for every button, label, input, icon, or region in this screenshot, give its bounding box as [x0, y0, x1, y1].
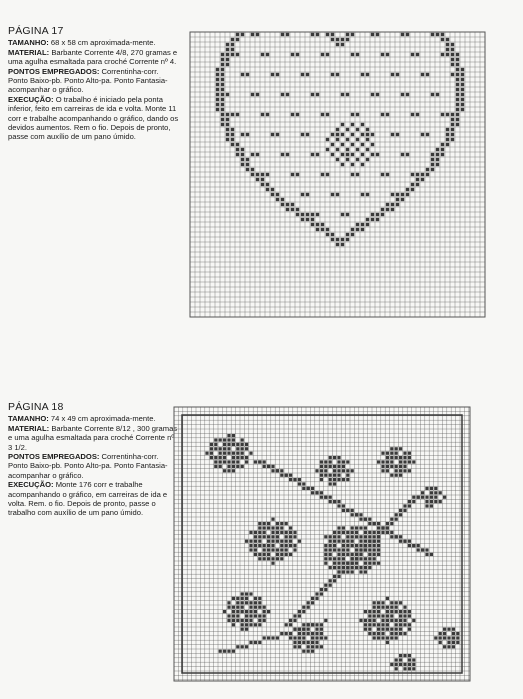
- heart-chart-svg: [188, 30, 488, 320]
- pattern-18-heading: PÁGINA 18: [8, 401, 64, 413]
- pattern-18-instructions: [8, 403, 180, 518]
- bleed-through-text: [360, 330, 510, 400]
- pattern-18-size: TAMANHO: 74 x 49 cm aproximada-mente.: [8, 414, 156, 424]
- pattern-17-size: TAMANHO: 68 x 58 cm aproximada-mente.: [8, 38, 156, 48]
- pattern-17-stitches: PONTOS EMPREGADOS: Correntinha-corr. Ponto Baixo-pb. Ponto Alto-pa. Ponto Fantasia-acompanhar o gráfico.: [8, 66, 168, 95]
- grid-lines: [174, 407, 470, 681]
- pattern-17-material: MATERIAL: Barbante Corrente 4/8, 270 gramas e uma agulha esmaltada para croché Corrente nº 4.: [8, 47, 178, 67]
- rose-chart-svg: [172, 405, 474, 685]
- pattern-18-material: MATERIAL: Barbante Corrente 8/12 , 300 gramas e uma agulha esmaltada para croché Corrente nº 3 1/2.: [8, 423, 178, 452]
- rose-crochet-chart: [172, 405, 474, 685]
- heart-crochet-chart: [188, 30, 488, 320]
- pattern-18-stitches: PONTOS EMPREGADOS: Correntinha-corr. Ponto Baixo-pb. Ponto Alto-pa. Ponto Fantasia-acompanhar o gráfico.: [8, 452, 168, 480]
- pattern-17-execution: EXECUÇÃO: O trabalho é iniciado pela ponta inferior, feito em carreiras de ida e volta. Monte 11 corr e trabalhe acompanhando o gráfico, dando os devidos aumentos. Rem o fio. Depois de pronto, passe com auxílio de um pano úmido.: [8, 94, 179, 142]
- pattern-17-heading: PÁGINA 17: [8, 25, 64, 37]
- pattern-17-instructions: [8, 27, 180, 142]
- pattern-18-execution: EXECUÇÃO: Monte 176 corr e trabalhe acompanhando o gráfico, em carreiras de ida e volta. Rem. o fio. Depois de pronto, passe o trabalho com auxílio de um pano úmido.: [8, 480, 168, 518]
